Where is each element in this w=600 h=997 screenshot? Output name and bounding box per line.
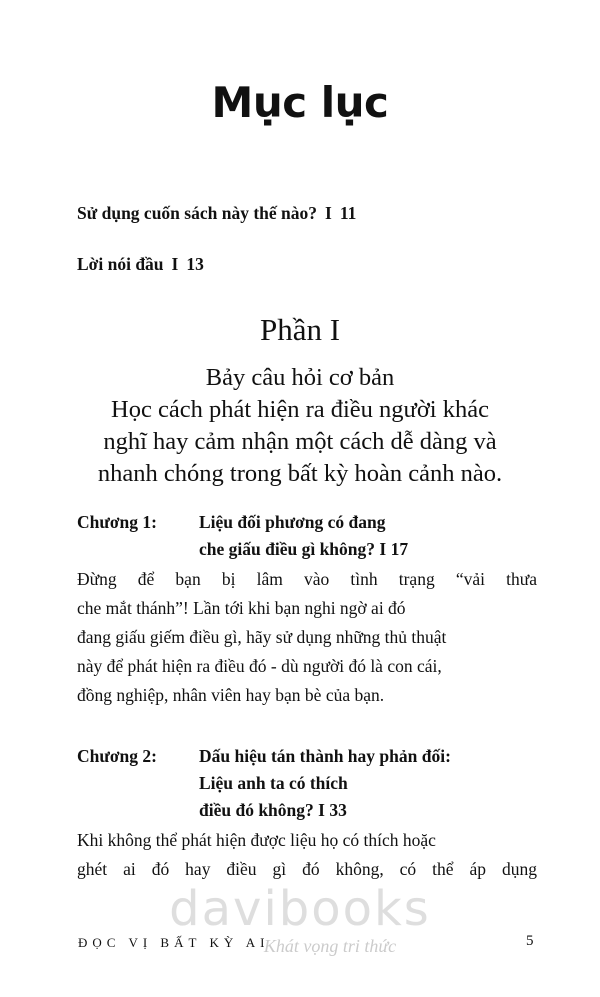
toc-entry-text: Lời nói đầu: [77, 254, 164, 274]
page-title: Mục lục: [211, 78, 389, 127]
chapter-description-line: này để phát hiện ra điều đó - dù người đó là con cái,: [77, 656, 442, 676]
chapter-2: [77, 743, 537, 884]
toc-entry-page: 13: [186, 254, 204, 274]
chapter-description-line: che mắt thánh”! Lần tới khi bạn nghi ngờ ai đó: [77, 598, 406, 618]
toc-entry-text: Sử dụng cuốn sách này thế nào?: [77, 203, 318, 223]
chapter-description-line: ghét ai đó hay điều gì đó không, có thể áp dụng: [77, 859, 537, 879]
chapter-description-line: Đừng để bạn bị lâm vào tình trạng “vải thưa: [77, 569, 537, 589]
toc-entry-preface: [77, 254, 204, 275]
chapter-description: [77, 826, 537, 884]
chapter-title: [199, 509, 408, 563]
chapter-1: [77, 509, 537, 710]
chapter-description: [77, 565, 537, 710]
footer-page-number: 5: [526, 933, 534, 949]
toc-separator: I: [171, 254, 179, 274]
part-description-line: nhanh chóng trong bất kỳ hoàn cảnh nào.: [97, 460, 503, 487]
chapter-title-line: điều đó không? I 33: [199, 800, 347, 820]
part-description-line: Học cách phát hiện ra điều người khác: [111, 396, 489, 423]
toc-separator: I: [325, 203, 332, 223]
chapter-title-line: Dấu hiệu tán thành hay phản đối:: [199, 746, 451, 766]
chapter-title-line: Liệu anh ta có thích: [199, 773, 348, 793]
chapter-heading: [77, 509, 537, 563]
watermark-brand: davibooks: [169, 881, 431, 937]
chapter-description-line: đồng nghiệp, nhân viên hay bạn bè của bạn.: [77, 685, 385, 705]
chapter-title-line: che giấu điều gì không? I 17: [199, 539, 409, 559]
footer-book-title: ĐỌC VỊ BẤT KỲ AI: [78, 935, 270, 950]
chapter-description-line: Khi không thể phát hiện được liệu họ có thích hoặc: [77, 830, 436, 850]
chapter-label: Chương 1:: [77, 512, 157, 532]
chapter-title: [199, 743, 451, 824]
watermark-tagline: Khát vọng tri thức: [263, 936, 397, 956]
part-description: [40, 362, 560, 490]
toc-entry-usage: [77, 203, 356, 224]
part-heading: Phần I: [259, 312, 341, 347]
part-description-line: Bảy câu hỏi cơ bản: [205, 364, 395, 391]
part-description-line: nghĩ hay cảm nhận một cách dễ dàng và: [103, 428, 497, 455]
toc-entry-page: 11: [339, 203, 357, 223]
chapter-label: Chương 2:: [77, 746, 157, 766]
chapter-heading: [77, 743, 537, 824]
chapter-title-line: Liệu đối phương có đang: [199, 512, 386, 532]
chapter-description-line: đang giấu giếm điều gì, hãy sử dụng những thủ thuật: [77, 627, 447, 647]
